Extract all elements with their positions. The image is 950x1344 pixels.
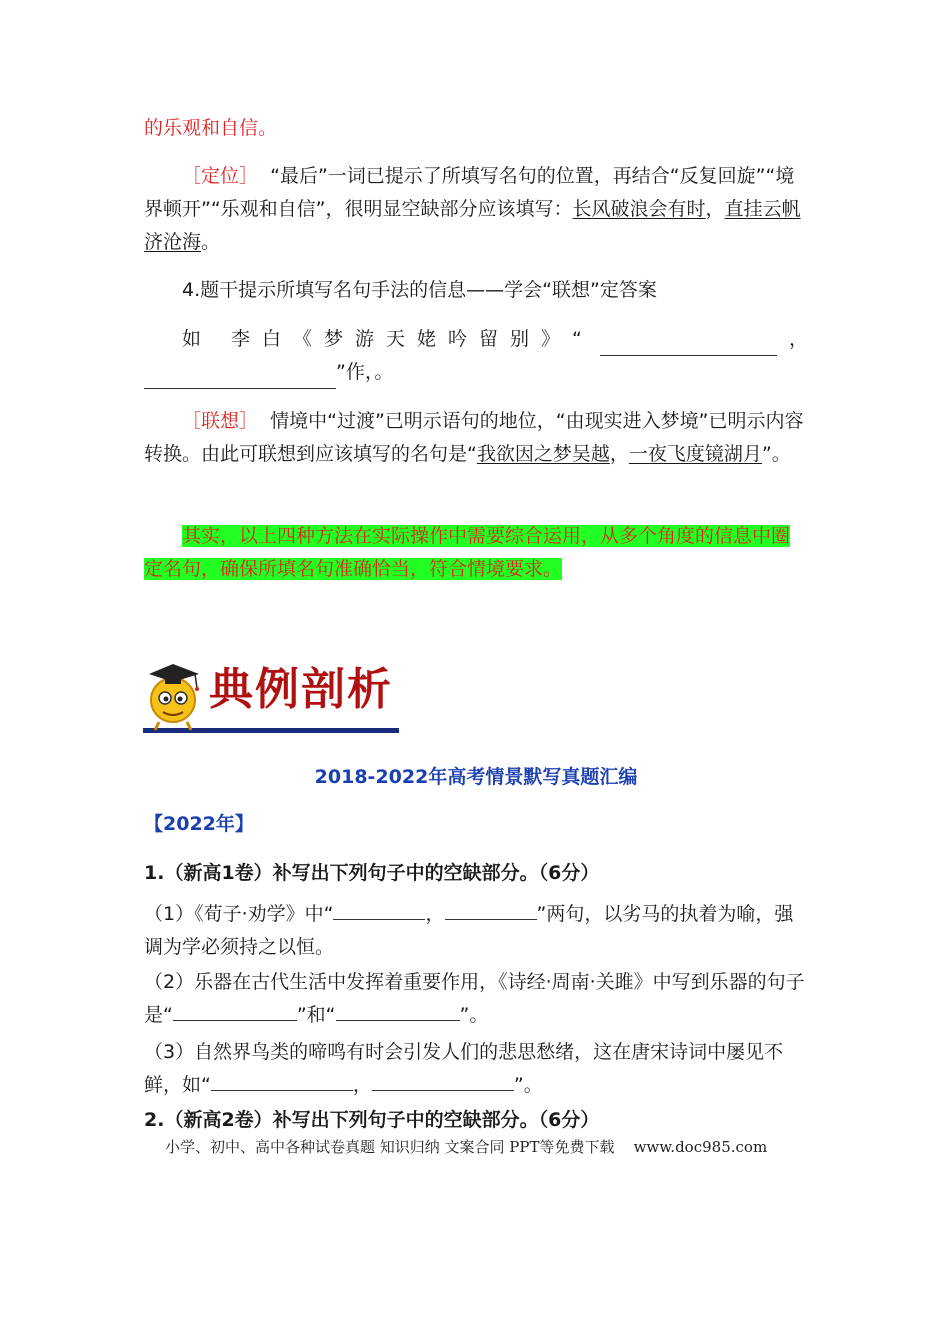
question-1-1: （1）《荀子·劝学》中“ ， ”两句，以劣马的执着为喻，强调为学必须持之以恒。 (144, 903, 794, 958)
summary-highlight: 其实，以上四种方法在实际操作中需要综合运用，从多个角度的信息中圈定名句，确保所填名句准确恰当，符合情境要求。 (144, 525, 791, 580)
example-line-1: 如 李白《梦游天姥吟留别》“ ， ”作，。 (144, 323, 808, 389)
intro-text: 的乐观和自信。 (144, 117, 278, 139)
dingwei-tag: ［定位］ (182, 165, 259, 187)
question-2-heading: 2.（新高2卷）补写出下列句子中的空缺部分。（6分） (144, 1109, 600, 1131)
blank-line (600, 337, 777, 356)
answer-underline: 直挂云帆济沧海 (144, 198, 801, 253)
section-title: 2018-2022年高考情景默写真题汇编 (314, 766, 638, 788)
question-1-2: （2）乐器在古代生活中发挥着重要作用，《诗经·周南·关雎》中写到乐器的句子是“ ”和“ ”。 (144, 971, 805, 1026)
banner-title: 典例剖析 (209, 664, 393, 715)
blank-line (144, 370, 336, 389)
answer-underline: 长风破浪会有时 (572, 198, 706, 220)
blank-line (336, 1002, 460, 1021)
footer-watermark: 小学、初中、高中各种试卷真题 知识归纳 文案合同 PPT等免费下载 www.doc985.com (165, 1138, 768, 1156)
blank-line (333, 901, 425, 920)
blank-line (372, 1072, 514, 1091)
question-1-heading: 1.（新高1卷）补写出下列句子中的空缺部分。（6分） (144, 862, 600, 884)
answer-underline: 一夜飞度镜湖月 (628, 443, 762, 465)
dingwei-paragraph: ［定位］ “最后”一词已提示了所填写名句的位置，再结合“反复回旋”“境界顿开”“乐观和自信”，很明显空缺部分应该填写：长风破浪会有时，直挂云帆济沧海。 (144, 165, 801, 253)
blank-line (445, 901, 537, 920)
lianxiang-paragraph: ［联想］ 情境中“过渡”已明示语句的地位，“由现实进入梦境”已明示内容转换。由此可联想到应该填写的名句是“我欲因之梦吴越，一夜飞度镜湖月”。 (144, 410, 804, 465)
answer-underline: 我欲因之梦吴越 (476, 443, 610, 465)
blank-line (211, 1072, 353, 1091)
blank-line (173, 1002, 297, 1021)
lianxiang-tag: ［联想］ (182, 410, 259, 432)
banner-dianli-pouxi (143, 652, 399, 734)
year-label: 【2022年】 (144, 813, 254, 835)
question-1-3: （3）自然界鸟类的啼鸣有时会引发人们的悲思愁绪，这在唐宋诗词中屡见不鲜，如“ ， ”。 (144, 1041, 784, 1096)
method-4-heading: 4.题干提示所填写名句手法的信息——学会“联想”定答案 (182, 279, 657, 301)
